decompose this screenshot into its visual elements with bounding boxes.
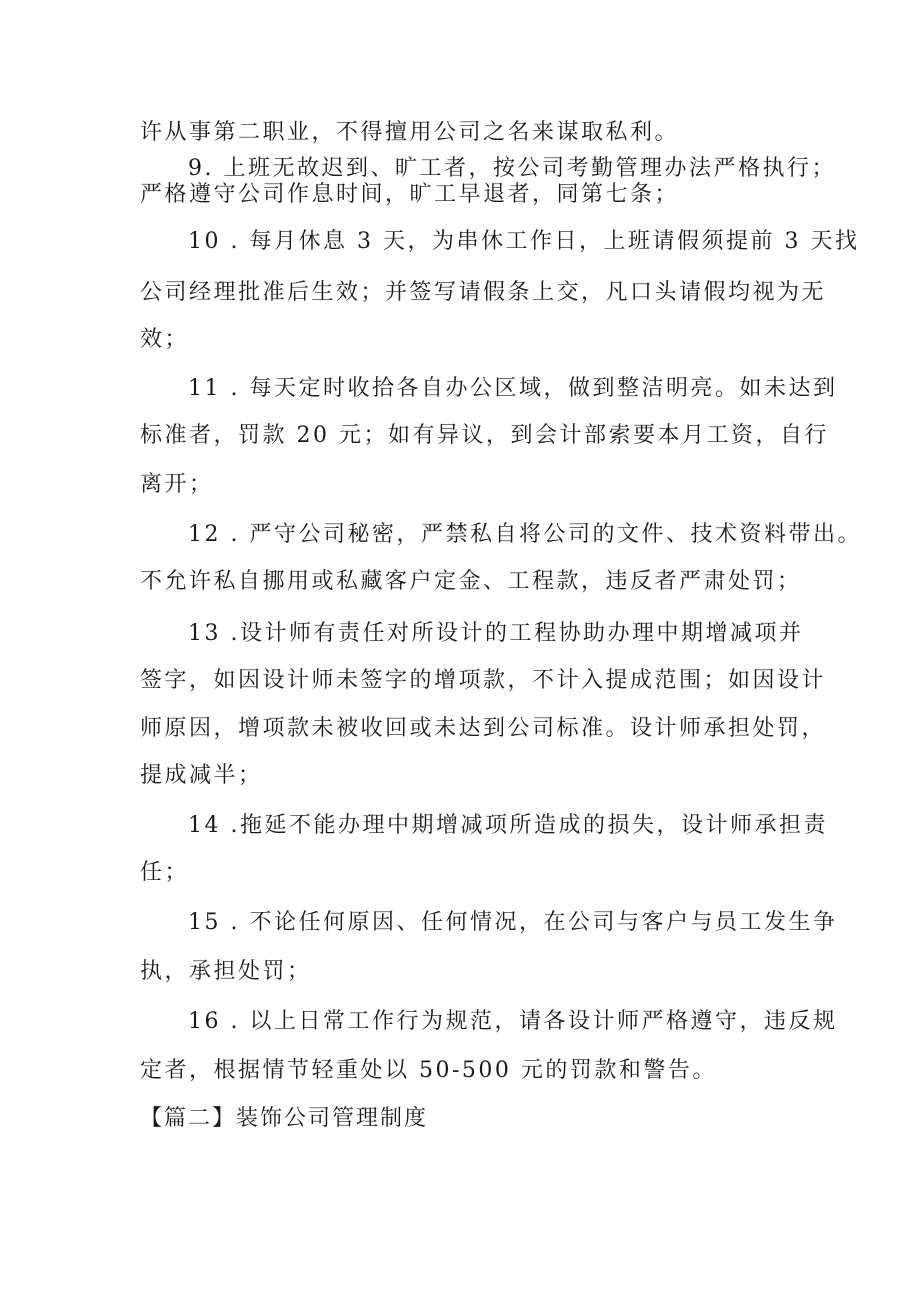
text-line: 师原因，增项款未被收回或未达到公司标准。设计师承担处罚，: [140, 716, 827, 741]
text-line: 14 .拖延不能办理中期增减项所造成的损失，设计师承担责: [188, 813, 828, 838]
text-line: 15 . 不论任何原因、任何情况，在公司与客户与员工发生争: [188, 910, 838, 935]
text-line: 16 . 以上日常工作行为规范，请各设计师严格遵守，违反规: [188, 1009, 838, 1034]
text-line: 提成减半；: [140, 763, 263, 788]
text-line: 标准者，罚款 20 元；如有异议，到会计部索要本月工资，自行: [140, 423, 829, 448]
text-line: 执，承担处罚；: [140, 959, 312, 984]
text-line: 12 . 严守公司秘密，严禁私自将公司的文件、技术资料带出。: [188, 522, 862, 547]
text-line: 任；: [140, 860, 190, 885]
text-line: 11 . 每天定时收拾各自办公区域，做到整洁明亮。如未达到: [188, 376, 838, 401]
text-line: 效；: [140, 327, 190, 352]
text-line: 10 . 每月休息 3 天，为串休工作日，上班请假须提前 3 天找: [188, 229, 860, 254]
text-line: 9. 上班无故迟到、旷工者，按公司考勤管理办法严格执行；: [188, 156, 836, 181]
text-line: 定者，根据情节轻重处以 50-500 元的罚款和警告。: [140, 1058, 717, 1083]
text-line: 不允许私自挪用或私藏客户定金、工程款，违反者严肃处罚；: [140, 569, 802, 594]
text-line: 13 .设计师有责任对所设计的工程协助办理中期增减项并: [188, 621, 804, 646]
text-line: 严格遵守公司作息时间，旷工早退者，同第七条；: [140, 182, 680, 207]
text-line: 公司经理批准后生效；并签写请假条上交，凡口头请假均视为无: [140, 280, 827, 305]
text-line: 许从事第二职业，不得擅用公司之名来谋取私利。: [140, 120, 680, 145]
section-heading: 【篇二】装饰公司管理制度: [140, 1106, 429, 1131]
text-line: 离开；: [140, 472, 214, 497]
text-line: 签字，如因设计师未签字的增项款，不计入提成范围；如因设计: [140, 668, 827, 693]
